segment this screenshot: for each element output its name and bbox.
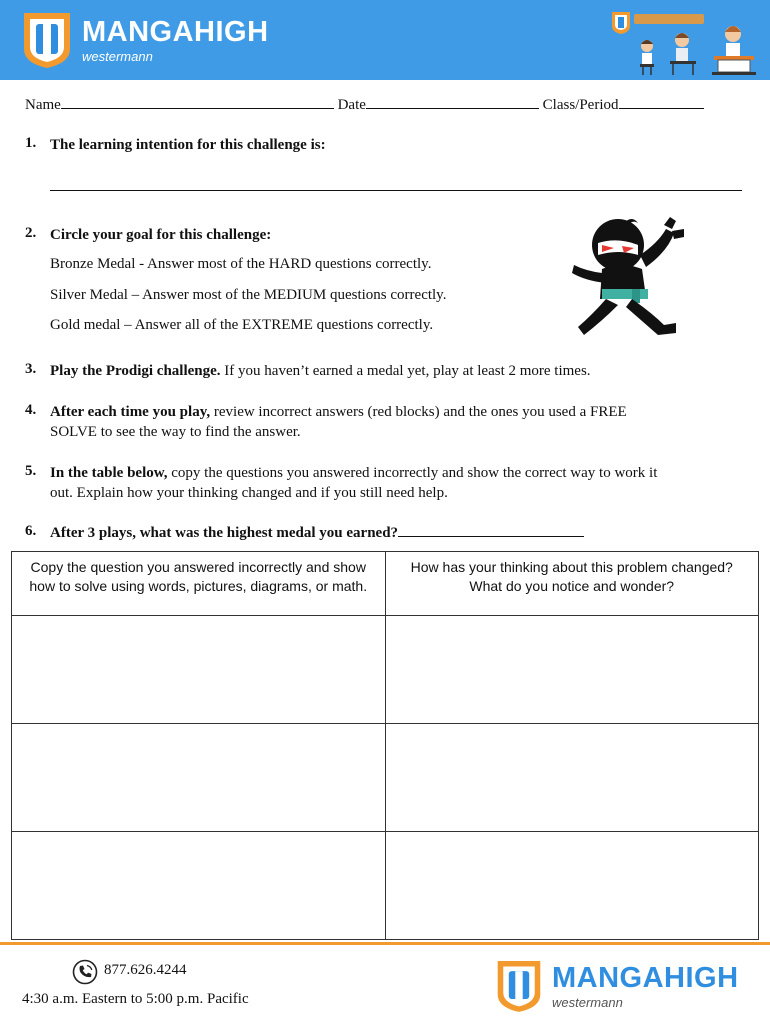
question-lead: In the table below, [50, 465, 168, 481]
question-text: After 3 plays, what was the highest medal you earned? [50, 525, 399, 541]
table-row [12, 724, 759, 832]
table-header-row [12, 552, 759, 616]
table-cell[interactable] [385, 724, 759, 832]
brand-sub: westermann [552, 994, 623, 1010]
students-illustration [610, 6, 760, 76]
question-number: 6. [25, 523, 37, 539]
question-text: Circle your goal for this challenge: [50, 227, 272, 243]
highest-medal-field[interactable] [398, 523, 584, 537]
table-cell[interactable] [12, 832, 386, 940]
question-number: 5. [25, 463, 37, 479]
question-number: 2. [25, 225, 37, 241]
date-label: Date [337, 97, 366, 113]
mangahigh-logo [20, 11, 269, 69]
name-field[interactable] [61, 95, 334, 109]
table-cell[interactable] [12, 616, 386, 724]
footer-divider [0, 942, 770, 945]
ninja-illustration [572, 215, 690, 340]
question-text-cont: out. Explain how your thinking changed and if you still need help. [50, 485, 448, 501]
table-header-thinking: How has your thinking about this problem changed? What do you notice and wonder? [385, 552, 759, 616]
support-hours: 4:30 a.m. Eastern to 5:00 p.m. Pacific [22, 991, 249, 1007]
class-period-label: Class/Period [542, 97, 619, 113]
footer-mangahigh-logo [494, 958, 739, 1014]
brand-name: MANGAHIGH [82, 15, 269, 48]
header-banner [0, 0, 770, 80]
date-field[interactable] [366, 95, 539, 109]
student-info-row [25, 95, 704, 114]
table-header-question: Copy the question you answered incorrectly and show how to solve using words, pictures, diagrams, or math. [12, 552, 386, 616]
medal-option-bronze[interactable]: Bronze Medal - Answer most of the HARD questions correctly. [50, 256, 432, 272]
question-lead: After each time you play, [50, 404, 211, 420]
question-text: The learning intention for this challenge is: [50, 137, 326, 153]
question-number: 4. [25, 402, 37, 418]
phone-icon [72, 959, 98, 985]
question-lead: Play the Prodigi challenge. [50, 363, 221, 379]
question-number: 3. [25, 361, 37, 377]
table-row [12, 832, 759, 940]
question-text: copy the questions you answered incorrectly and show the correct way to work it [167, 465, 658, 481]
table-cell[interactable] [385, 616, 759, 724]
question-text-cont: SOLVE to see the way to find the answer. [50, 424, 301, 440]
mangahigh-shield-icon [494, 958, 544, 1014]
support-phone: 877.626.4244 [104, 962, 187, 978]
question-number: 1. [25, 135, 37, 151]
brand-sub: westermann [82, 48, 153, 64]
reflection-table [11, 551, 759, 940]
name-label: Name [25, 97, 61, 113]
medal-option-gold[interactable]: Gold medal – Answer all of the EXTREME questions correctly. [50, 317, 434, 333]
question-text: If you haven’t earned a medal yet, play at least 2 more times. [220, 363, 591, 379]
brand-name: MANGAHIGH [552, 961, 739, 994]
learning-intention-line[interactable] [50, 190, 742, 191]
table-cell[interactable] [12, 724, 386, 832]
table-row [12, 616, 759, 724]
mangahigh-shield-icon [20, 11, 74, 69]
medal-option-silver[interactable]: Silver Medal – Answer most of the MEDIUM questions correctly. [50, 287, 447, 303]
class-period-field[interactable] [619, 95, 704, 109]
table-cell[interactable] [385, 832, 759, 940]
question-text: review incorrect answers (red blocks) and the ones you used a FREE [210, 404, 627, 420]
